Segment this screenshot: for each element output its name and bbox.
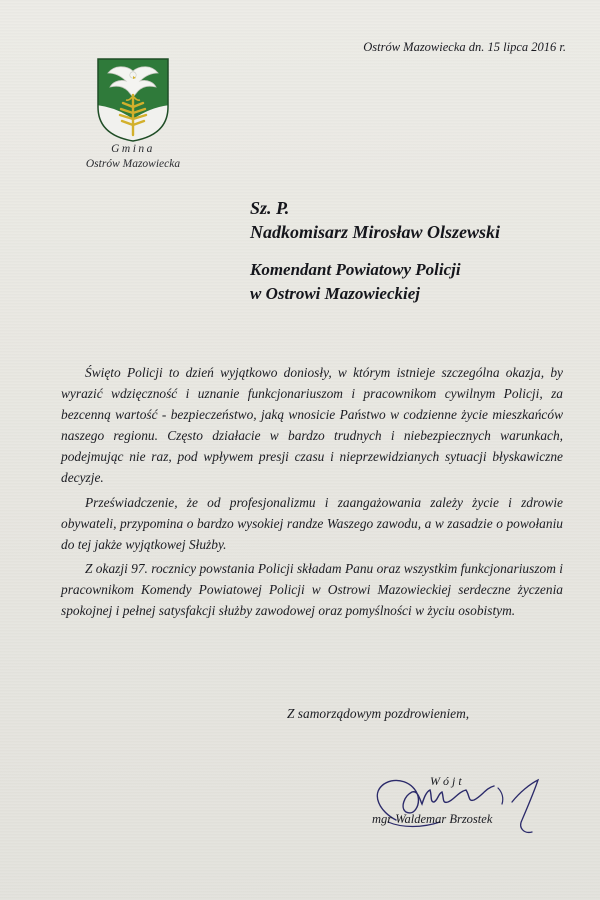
- coat-of-arms-eagle-icon: [96, 57, 170, 143]
- addressee-title-line1: Komendant Powiatowy Policji: [250, 260, 461, 279]
- date-line: Ostrów Mazowiecka dn. 15 lipca 2016 r.: [363, 40, 566, 54]
- gmina-label: [60, 142, 206, 172]
- addressee-title: [250, 258, 500, 306]
- body-paragraph-1: Święto Policji to dzień wyjątkowo doniosły, w którym istnieje szczególna okazja, by wyrazić wdzięczność i uznanie funkcjonariuszom i pracownikom cywilnym Policji, za bezcenną wartość - bezpieczeństwo, jaką wnosicie Państwo w codzienne życie mieszkańców naszego regionu. Często działacie w bardzo trudnych i niebezpiecznych warunkach, podejmując nie raz, pod wpływem presji czasu i nieprzewidzianych sytuacji błyskawiczne decyzje.: [61, 365, 563, 486]
- body-paragraph-2: Przeświadczenie, że od profesjonalizmu i zaangażowania zależy życie i zdrowie obywateli, przypomina o bardzo wysokiej randze Waszego zawodu, a w zasadzie o powołaniu do tej jakże wyjątkowej Służby.: [61, 494, 563, 552]
- closing-line: Z samorządowym pozdrowieniem,: [287, 706, 470, 721]
- gmina-name: Ostrów Mazowiecka: [85, 158, 181, 170]
- body-paragraph-3: Z okazji 97. rocznicy powstania Policji składam Panu oraz wszystkim funkcjonariuszom i pracownikom Komendy Powiatowej Policji w Ostrowi Mazowieckiej serdeczne życzenia spokojnej i pełnej satysfakcji służby zawodowej oraz pomyślności w życiu osobistym.: [61, 560, 563, 619]
- letter-body: [61, 362, 563, 621]
- addressee-title-line2: w Ostrowi Mazowieckiej: [250, 284, 421, 303]
- signer-name: mgr Waldemar Brzostek: [372, 812, 493, 826]
- salutation: Sz. P.: [250, 198, 290, 218]
- signer-role: Wójt: [430, 774, 465, 788]
- gmina-word: Gmina: [111, 143, 155, 155]
- addressee-name: Nadkomisarz Mirosław Olszewski: [250, 222, 501, 242]
- addressee-block: [250, 196, 500, 306]
